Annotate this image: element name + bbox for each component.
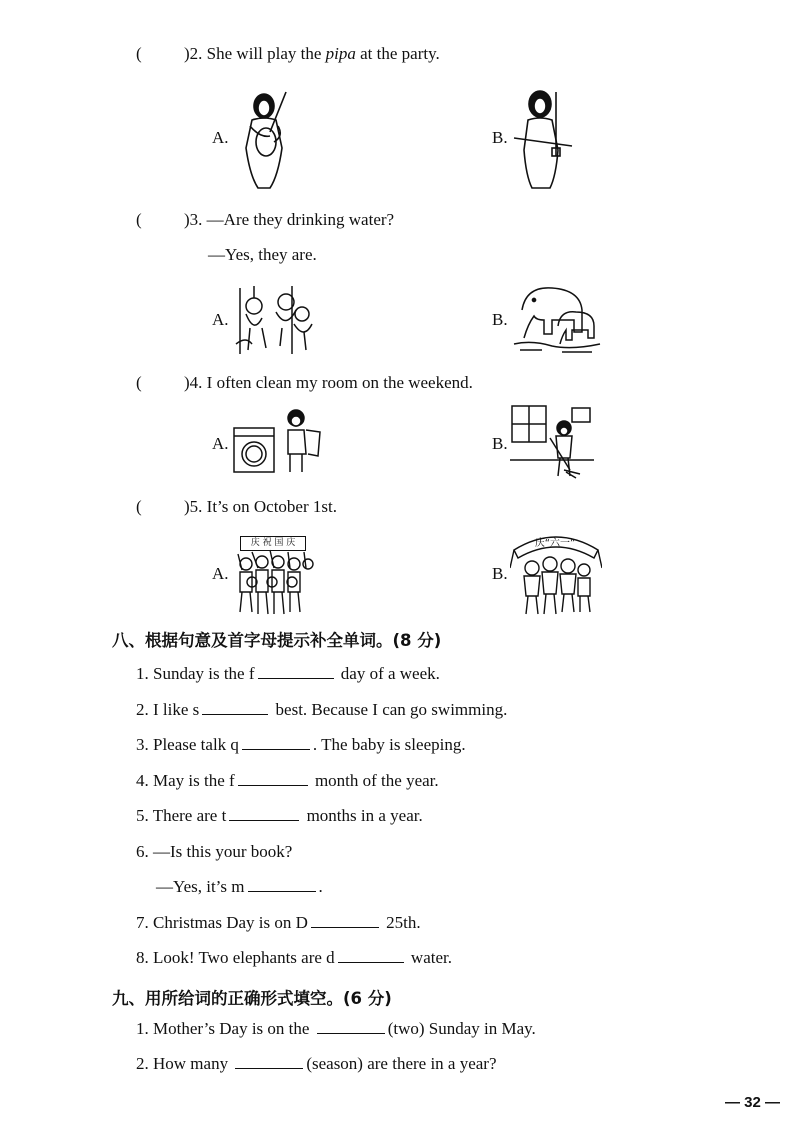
answer-paren[interactable]: ( [136,44,142,63]
option-b-label[interactable]: B. [492,310,508,329]
question-3-reply: —Yes, they are. [208,245,317,264]
question-2: ( )2. She will play the pipa at the party. [136,44,440,63]
form-item-2: 2. How many (season) are there in a year? [136,1054,497,1073]
national-day-celebration-image[interactable] [232,534,316,616]
fill-item-6: 6. —Is this your book? [136,842,293,861]
question-5: ( )5. It’s on October 1st. [136,497,337,516]
fill-item-5: 5. There are t months in a year. [136,806,423,825]
boy-with-washing-machine-image[interactable] [232,406,324,476]
option-a-label[interactable]: A. [212,434,229,453]
elephants-drinking-image[interactable] [512,280,602,356]
option-b-label[interactable]: B. [492,434,508,453]
answer-blank[interactable] [238,771,308,786]
answer-paren[interactable]: ( [136,373,142,392]
fill-item-1: 1. Sunday is the f day of a week. [136,664,440,683]
answer-blank[interactable] [242,735,310,750]
answer-blank[interactable] [202,700,268,715]
section-9-title: 九、用所给词的正确形式填空。(6 分) [112,989,392,1008]
girl-playing-pipa-image[interactable] [230,86,298,192]
girl-playing-erhu-image[interactable] [510,84,576,192]
childrens-day-celebration-image[interactable] [510,528,602,616]
banner-text: 庆 祝 国 庆 [240,536,306,551]
answer-blank[interactable] [229,806,299,821]
option-b-label[interactable]: B. [492,564,508,583]
answer-blank[interactable] [311,913,379,928]
fill-item-4: 4. May is the f month of the year. [136,771,439,790]
answer-blank[interactable] [248,877,316,892]
answer-paren[interactable]: ( [136,210,142,229]
form-item-1: 1. Mother’s Day is on the (two) Sunday in May. [136,1019,536,1038]
monkeys-image[interactable] [232,284,318,356]
option-a-label[interactable]: A. [212,128,229,147]
answer-blank[interactable] [258,664,334,679]
option-a-label[interactable]: A. [212,310,229,329]
option-b-label[interactable]: B. [492,128,508,147]
option-a-label[interactable]: A. [212,564,229,583]
question-4: ( )4. I often clean my room on the weekend. [136,373,473,392]
boy-sweeping-room-image[interactable] [510,404,594,480]
answer-blank[interactable] [338,948,404,963]
answer-paren[interactable]: ( [136,497,142,516]
question-3: ( )3. —Are they drinking water? [136,210,395,229]
section-8-title: 八、根据句意及首字母提示补全单词。(8 分) [112,631,442,650]
answer-blank[interactable] [317,1019,385,1034]
banner-text: 庆“六一” [534,538,576,549]
fill-item-8: 8. Look! Two elephants are d water. [136,948,452,967]
fill-item-2: 2. I like s best. Because I can go swimming. [136,700,508,719]
italic-word: pipa [325,44,356,63]
answer-blank[interactable] [235,1054,303,1069]
page-number: — 32 — [724,1094,780,1111]
fill-item-3: 3. Please talk q . The baby is sleeping. [136,735,466,754]
fill-item-6-reply: —Yes, it’s m . [156,877,323,896]
fill-item-7: 7. Christmas Day is on D 25th. [136,913,421,932]
